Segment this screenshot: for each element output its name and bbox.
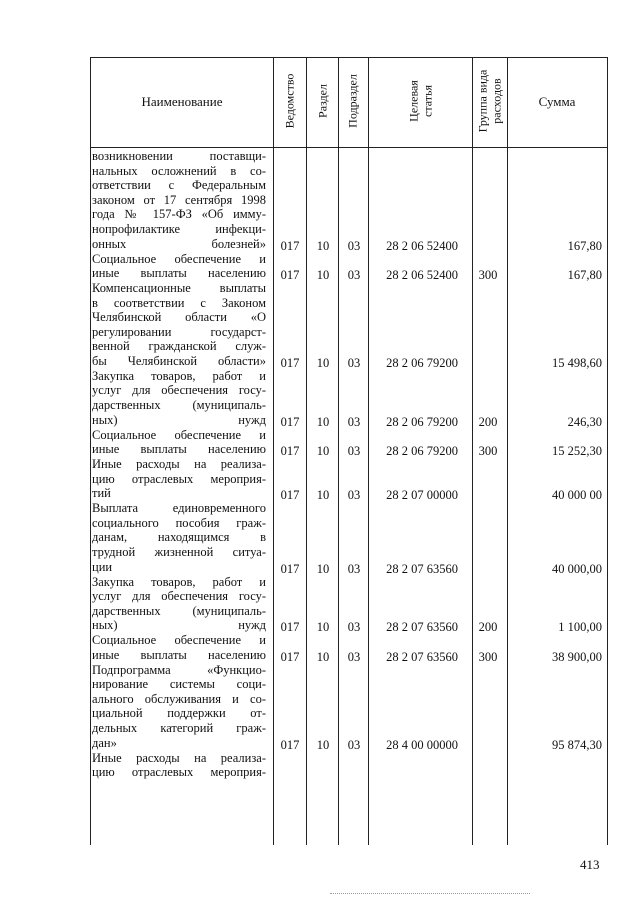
- name-line: дан»: [92, 735, 117, 750]
- row-name: [92, 501, 266, 574]
- name-line: ных) нужд: [92, 618, 266, 633]
- row-podrazdel: 03: [347, 620, 361, 635]
- row-vedomstvo: 017: [280, 620, 300, 635]
- name-line: Компенсационные выплаты: [92, 281, 266, 295]
- name-line: Социальное обеспечение и: [92, 427, 266, 442]
- row-summa: 15 252,30: [552, 444, 602, 459]
- page-number: 413: [580, 857, 600, 872]
- row-celevaya-statya: 28 4 00 00000: [386, 737, 458, 752]
- name-line: Иные расходы на реализа-: [92, 457, 266, 472]
- row-summa: 167,80: [567, 268, 602, 283]
- row-name: [92, 457, 266, 501]
- name-line: Иные расходы на реализа-: [92, 750, 266, 765]
- header-celevaya-2: статья: [420, 85, 435, 117]
- name-line: Подпрограмма «Функцио-: [92, 662, 266, 677]
- row-celevaya-statya: 28 2 06 79200: [386, 356, 458, 370]
- name-line: циальной поддержки от-: [92, 706, 266, 721]
- col-border: [90, 57, 91, 845]
- row-summa: 167,80: [567, 238, 602, 253]
- name-line: иные выплаты населению: [92, 266, 266, 281]
- row-podrazdel: 03: [347, 561, 361, 576]
- row-gruppa: 200: [478, 620, 498, 635]
- name-line: ции: [92, 559, 113, 574]
- name-line: цию отраслевых мероприя-: [92, 765, 266, 780]
- scan-artifact-line: [330, 893, 530, 894]
- header-summa: Сумма: [538, 94, 576, 109]
- row-vedomstvo: 017: [280, 649, 300, 664]
- row-celevaya-statya: 28 2 07 63560: [386, 561, 458, 576]
- name-line: Социальное обеспечение и: [92, 251, 266, 266]
- header-razdel: Раздел: [315, 84, 330, 118]
- row-vedomstvo: 017: [280, 356, 300, 370]
- header-podrazdel: Подраздел: [345, 74, 360, 128]
- name-line: данам, находящимся в: [92, 530, 266, 545]
- header-vedomstvo: Ведомство: [282, 73, 297, 129]
- row-razdel: 10: [316, 620, 330, 635]
- name-line: возникновении поставщи-: [92, 149, 266, 163]
- row-name: [92, 369, 266, 427]
- name-line: регулировании государст-: [92, 324, 266, 339]
- row-summa: 246,30: [567, 414, 602, 429]
- row-celevaya-statya: 28 2 06 52400: [386, 268, 458, 283]
- name-line: нальных осложнений в со-: [92, 163, 266, 178]
- row-podrazdel: 03: [347, 414, 361, 429]
- name-line: трудной жизненной ситуа-: [92, 544, 266, 559]
- row-podrazdel: 03: [347, 488, 361, 503]
- name-line: ответствии с Федеральным: [92, 178, 266, 193]
- row-podrazdel: 03: [347, 444, 361, 459]
- row-vedomstvo: 017: [280, 737, 300, 752]
- name-line: иные выплаты населению: [92, 442, 266, 457]
- row-celevaya-statya: 28 2 07 63560: [386, 620, 458, 635]
- header-gruppa-2: расходов: [489, 78, 504, 124]
- name-line: венной гражданской служ-: [92, 339, 266, 354]
- row-razdel: 10: [316, 414, 330, 429]
- name-line: года № 157-ФЗ «Об имму-: [92, 207, 266, 222]
- row-vedomstvo: 017: [280, 268, 300, 283]
- row-razdel: 10: [316, 737, 330, 752]
- name-line: дарственных (муниципаль-: [92, 603, 266, 618]
- row-name: [92, 663, 266, 751]
- row-celevaya-statya: 28 2 06 52400: [386, 238, 458, 253]
- row-gruppa: 300: [478, 649, 498, 664]
- row-vedomstvo: 017: [280, 561, 300, 576]
- row-name: [92, 149, 266, 251]
- col-border: [306, 57, 307, 845]
- name-line: иные выплаты населению: [92, 647, 266, 662]
- header-gruppa-1: Группа вида: [475, 69, 490, 133]
- row-gruppa: 300: [478, 268, 498, 283]
- row-podrazdel: 03: [347, 356, 361, 370]
- name-line: законом от 17 сентября 1998: [92, 192, 266, 207]
- row-vedomstvo: 017: [280, 238, 300, 253]
- row-razdel: 10: [316, 649, 330, 664]
- header-name: Наименование: [141, 94, 223, 109]
- row-name: [92, 281, 266, 369]
- row-podrazdel: 03: [347, 238, 361, 253]
- col-border: [338, 57, 339, 845]
- name-line: Закупка товаров, работ и: [92, 574, 266, 589]
- name-line: онных болезней»: [92, 236, 266, 251]
- col-border: [368, 57, 369, 845]
- name-line: дельных категорий граж-: [92, 721, 266, 736]
- col-border: [472, 57, 473, 845]
- row-vedomstvo: 017: [280, 488, 300, 503]
- row-gruppa: 200: [478, 414, 498, 429]
- name-line: Челябинской области «О: [92, 310, 266, 325]
- row-name: [92, 751, 266, 780]
- row-vedomstvo: 017: [280, 414, 300, 429]
- row-razdel: 10: [316, 444, 330, 459]
- name-line: ных) нужд: [92, 412, 266, 427]
- header-celevaya-1: Целевая: [406, 80, 421, 122]
- row-podrazdel: 03: [347, 737, 361, 752]
- table-top-border: [90, 57, 608, 58]
- name-line: ального обслуживания и со-: [92, 691, 266, 706]
- name-line: дарственных (муниципаль-: [92, 398, 266, 413]
- name-line: Закупка товаров, работ и: [92, 368, 266, 383]
- row-summa: 1 100,00: [558, 620, 602, 635]
- row-razdel: 10: [316, 238, 330, 253]
- row-summa: 38 900,00: [552, 649, 602, 664]
- row-summa: 95 874,30: [552, 737, 602, 752]
- row-name: [92, 428, 266, 457]
- row-summa: 15 498,60: [552, 356, 602, 370]
- row-razdel: 10: [316, 561, 330, 576]
- row-name: [92, 575, 266, 633]
- name-line: тий: [92, 486, 111, 501]
- col-border: [273, 57, 274, 845]
- name-line: нирование системы соци-: [92, 677, 266, 692]
- name-line: услуг для обеспечения госу-: [92, 383, 266, 398]
- name-line: услуг для обеспечения госу-: [92, 589, 266, 604]
- name-line: в соответствии с Законом: [92, 295, 266, 310]
- row-summa: 40 000 00: [552, 488, 602, 503]
- row-podrazdel: 03: [347, 649, 361, 664]
- col-border: [607, 57, 608, 845]
- row-celevaya-statya: 28 2 06 79200: [386, 414, 458, 429]
- row-name: [92, 633, 266, 662]
- row-razdel: 10: [316, 356, 330, 370]
- row-gruppa: 300: [478, 444, 498, 459]
- row-razdel: 10: [316, 488, 330, 503]
- name-line: нопрофилактике инфекци-: [92, 221, 266, 236]
- name-line: Социальное обеспечение и: [92, 633, 266, 648]
- header-bottom-border: [90, 147, 608, 148]
- row-celevaya-statya: 28 2 07 00000: [386, 488, 458, 503]
- name-line: Выплата единовременного: [92, 501, 266, 516]
- row-vedomstvo: 017: [280, 444, 300, 459]
- col-border: [507, 57, 508, 845]
- row-podrazdel: 03: [347, 268, 361, 283]
- name-line: бы Челябинской области»: [92, 353, 266, 368]
- name-line: цию отраслевых мероприя-: [92, 471, 266, 486]
- row-celevaya-statya: 28 2 07 63560: [386, 649, 458, 664]
- row-razdel: 10: [316, 268, 330, 283]
- row-name: [92, 252, 266, 281]
- row-summa: 40 000,00: [552, 561, 602, 576]
- name-line: социального пособия граж-: [92, 515, 266, 530]
- row-celevaya-statya: 28 2 06 79200: [386, 444, 458, 459]
